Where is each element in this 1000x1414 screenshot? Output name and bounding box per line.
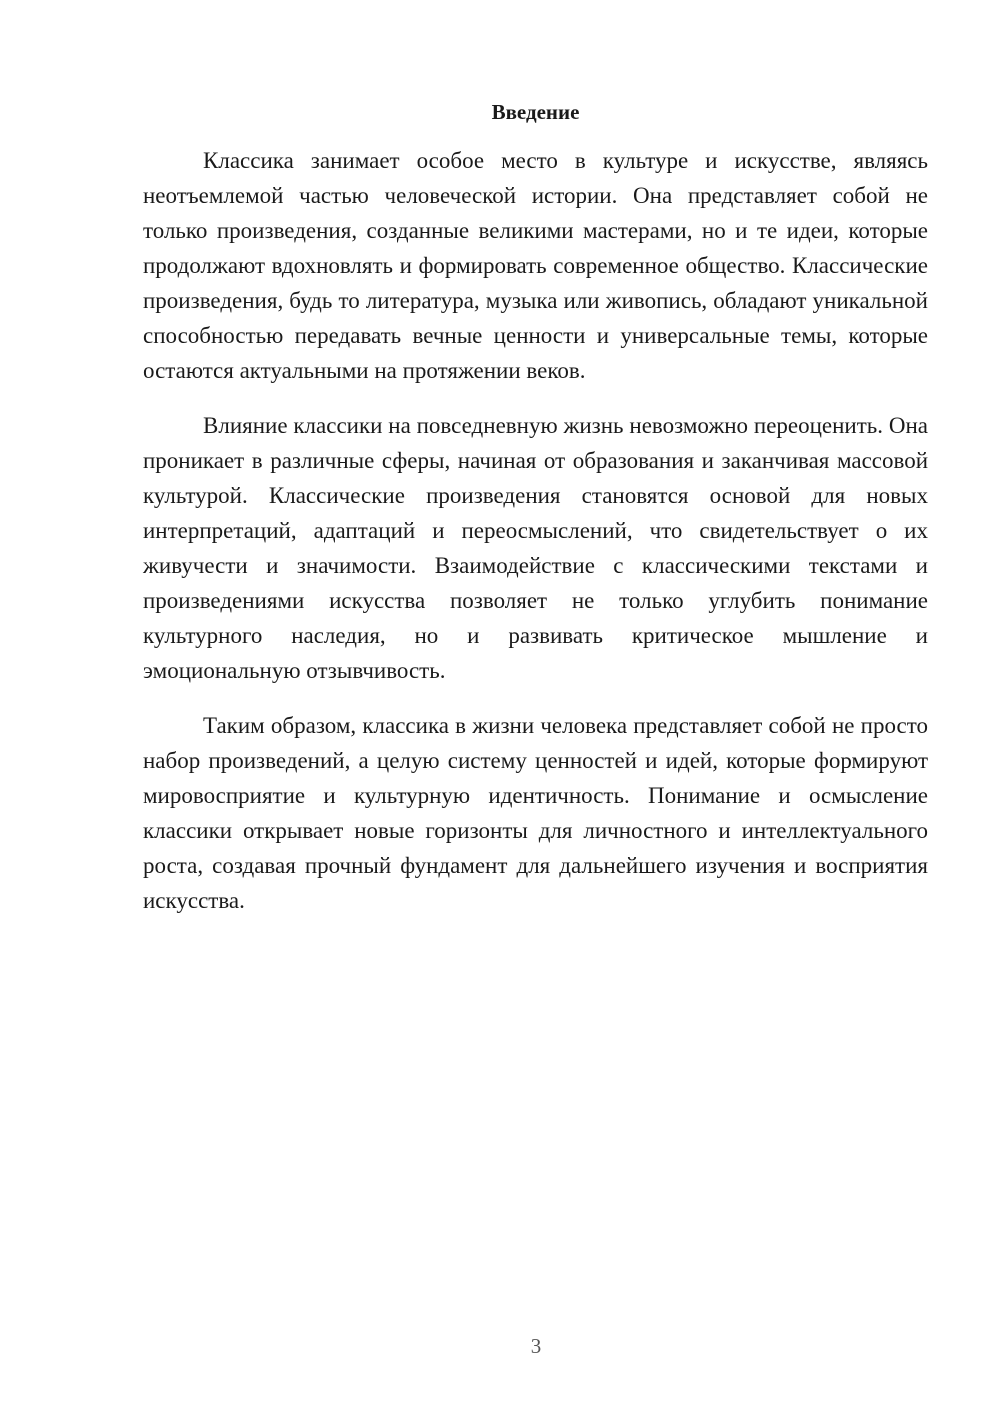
paragraph-1: Классика занимает особое место в культуре и искусстве, являясь неотъемлемой частью человеческой истории. Она представляет собой не только произведения, созданные великими мастерами, но и те идеи, которые продолжают вдохновлять и формировать современное общество. Классические произведения, будь то литература, музыка или живопись, обладают уникальной способностью передавать вечные ценности и универсальные темы, которые остаются актуальными на протяжении веков. bbox=[143, 148, 928, 383]
paragraph-3: Таким образом, классика в жизни человека представляет собой не просто набор произведений, а целую систему ценностей и идей, которые формируют мировосприятие и культурную идентичность. Понимание и осмысление классики открывает новые горизонты для личностного и интеллектуального роста, создавая прочный фундамент для дальнейшего изучения и восприятия искусства. bbox=[143, 713, 928, 913]
page-number: 3 bbox=[530, 1334, 542, 1358]
body-text bbox=[143, 143, 928, 938]
section-heading: Введение bbox=[491, 100, 580, 124]
paragraph-2: Влияние классики на повседневную жизнь невозможно переоценить. Она проникает в различные сферы, начиная от образования и заканчивая массовой культурой. Классические произведения становятся основой для новых интерпретаций, адаптаций и переосмыслений, что свидетельствует о их живучести и значимости. Взаимодействие с классическими текстами и произведениями искусства позволяет не только углубить понимание культурного наследия, но и развивать критическое мышление и эмоциональную отзывчивость. bbox=[143, 413, 928, 683]
